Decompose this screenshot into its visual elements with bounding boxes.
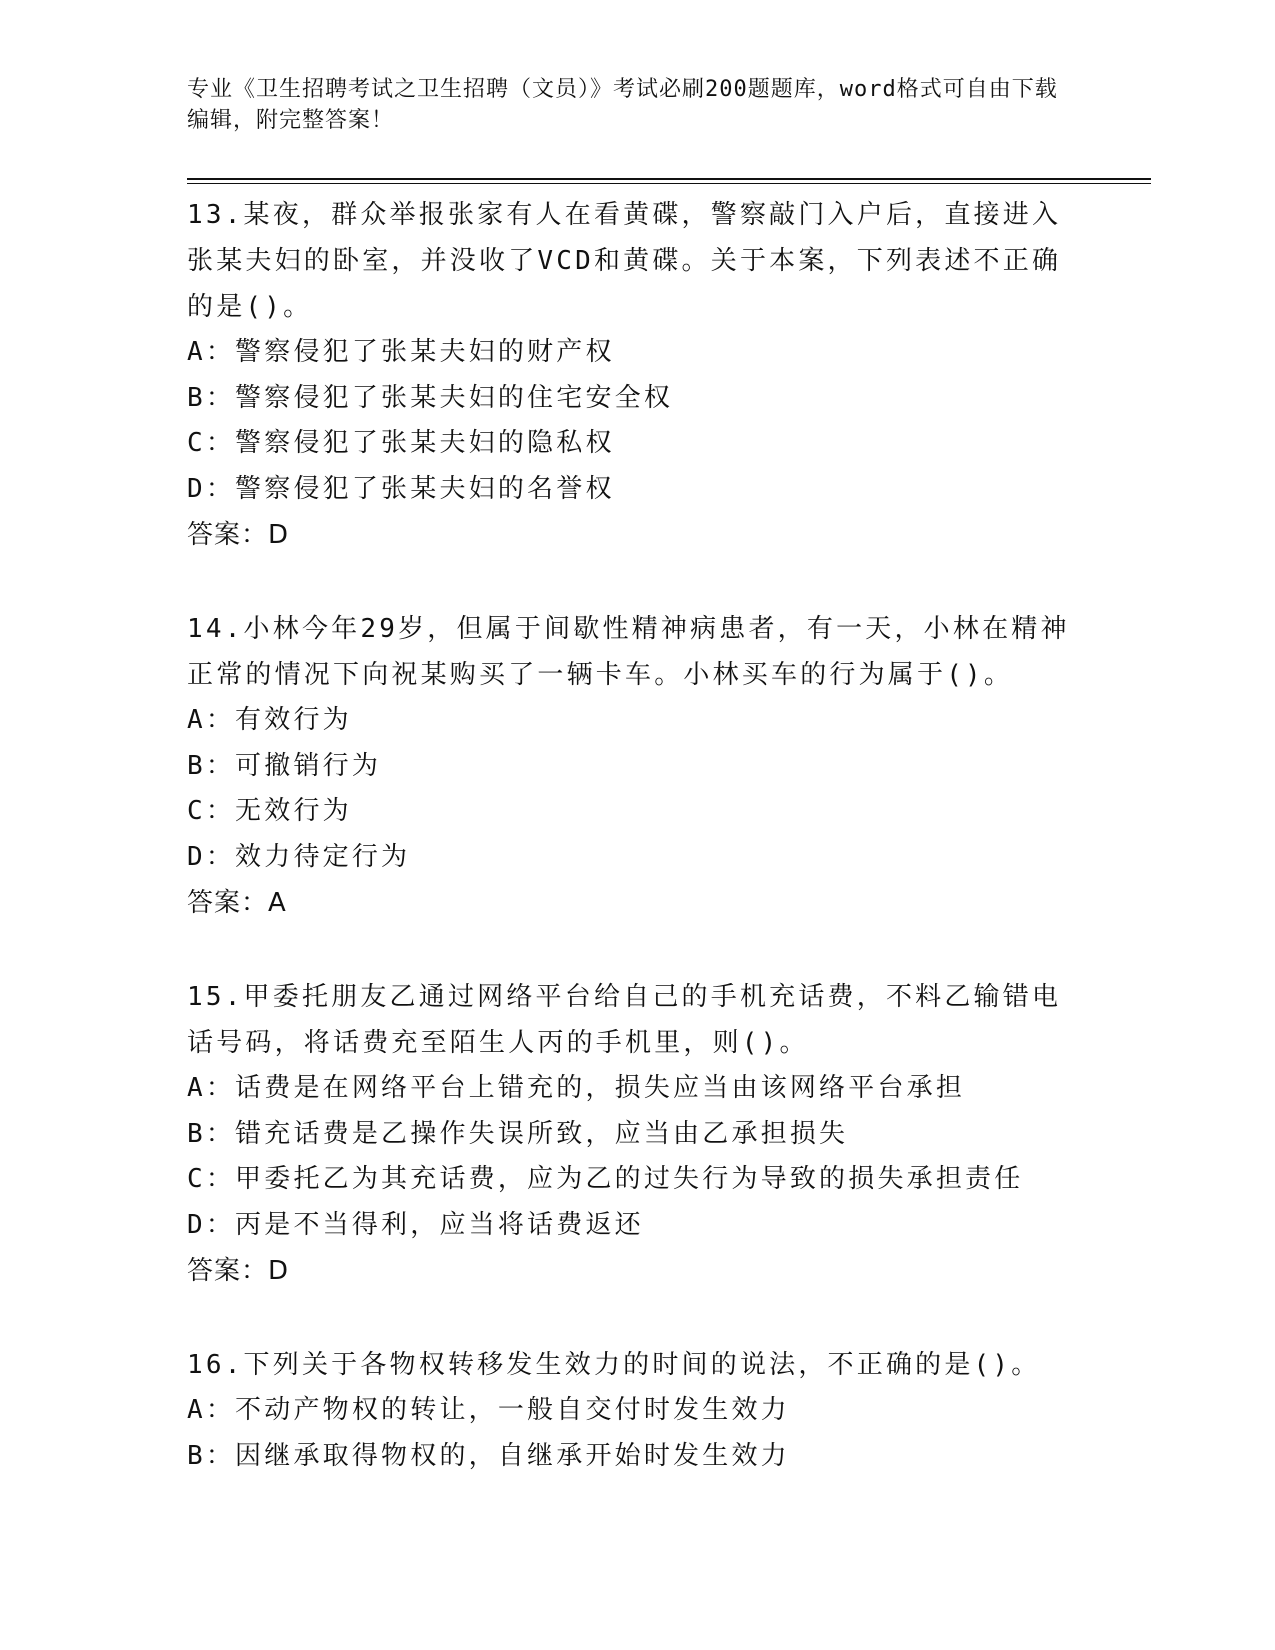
option-a: A：警察侵犯了张某夫妇的财产权 (187, 337, 615, 367)
option-c: C：甲委托乙为其充话费，应为乙的过失行为导致的损失承担责任 (187, 1164, 1024, 1194)
question-15 (187, 974, 1077, 1294)
option-b: B：因继承取得物权的，自继承开始时发生效力 (187, 1440, 790, 1471)
question-16 (187, 1342, 1077, 1479)
option-b: B：可撤销行为 (187, 750, 382, 781)
header-divider (187, 178, 1151, 180)
option-a: A：有效行为 (187, 705, 352, 735)
answer: 答案：D (187, 520, 290, 550)
question-stem: 16.下列关于各物权转移发生效力的时间的说法，不正确的是()。 (187, 1350, 1041, 1380)
question-13 (187, 192, 1077, 558)
question-stem: 14.小林今年29岁，但属于间歇性精神病患者，有一天，小林在精神正常的情况下向祝某购买了一辆卡车。小林买车的行为属于()。 (187, 614, 1070, 690)
question-list (187, 192, 1077, 1527)
document-header: 专业《卫生招聘考试之卫生招聘（文员）》考试必刷200题题库，word格式可自由下载编辑，附完整答案！ (187, 77, 1058, 133)
option-b: B：警察侵犯了张某夫妇的住宅安全权 (187, 382, 674, 413)
question-stem: 13.某夜，群众举报张家有人在看黄碟，警察敲门入户后，直接进入张某夫妇的卧室，并没收了VCD和黄碟。关于本案，下列表述不正确的是()。 (187, 200, 1062, 322)
answer: 答案：A (187, 888, 287, 918)
option-d: D：效力待定行为 (187, 841, 411, 872)
header-divider-thin (187, 183, 1151, 184)
question-14 (187, 606, 1077, 926)
option-a: A：不动产物权的转让，一般自交付时发生效力 (187, 1395, 790, 1425)
option-c: C：无效行为 (187, 796, 352, 826)
question-stem: 15.甲委托朋友乙通过网络平台给自己的手机充话费，不料乙输错电话号码，将话费充至陌生人丙的手机里，则()。 (187, 982, 1062, 1058)
option-c: C：警察侵犯了张某夫妇的隐私权 (187, 428, 615, 458)
option-a: A：话费是在网络平台上错充的，损失应当由该网络平台承担 (187, 1073, 966, 1103)
option-d: D：警察侵犯了张某夫妇的名誉权 (187, 473, 615, 504)
answer: 答案：D (187, 1256, 290, 1286)
option-d: D：丙是不当得利，应当将话费返还 (187, 1209, 644, 1240)
option-b: B：错充话费是乙操作失误所致，应当由乙承担损失 (187, 1118, 849, 1149)
